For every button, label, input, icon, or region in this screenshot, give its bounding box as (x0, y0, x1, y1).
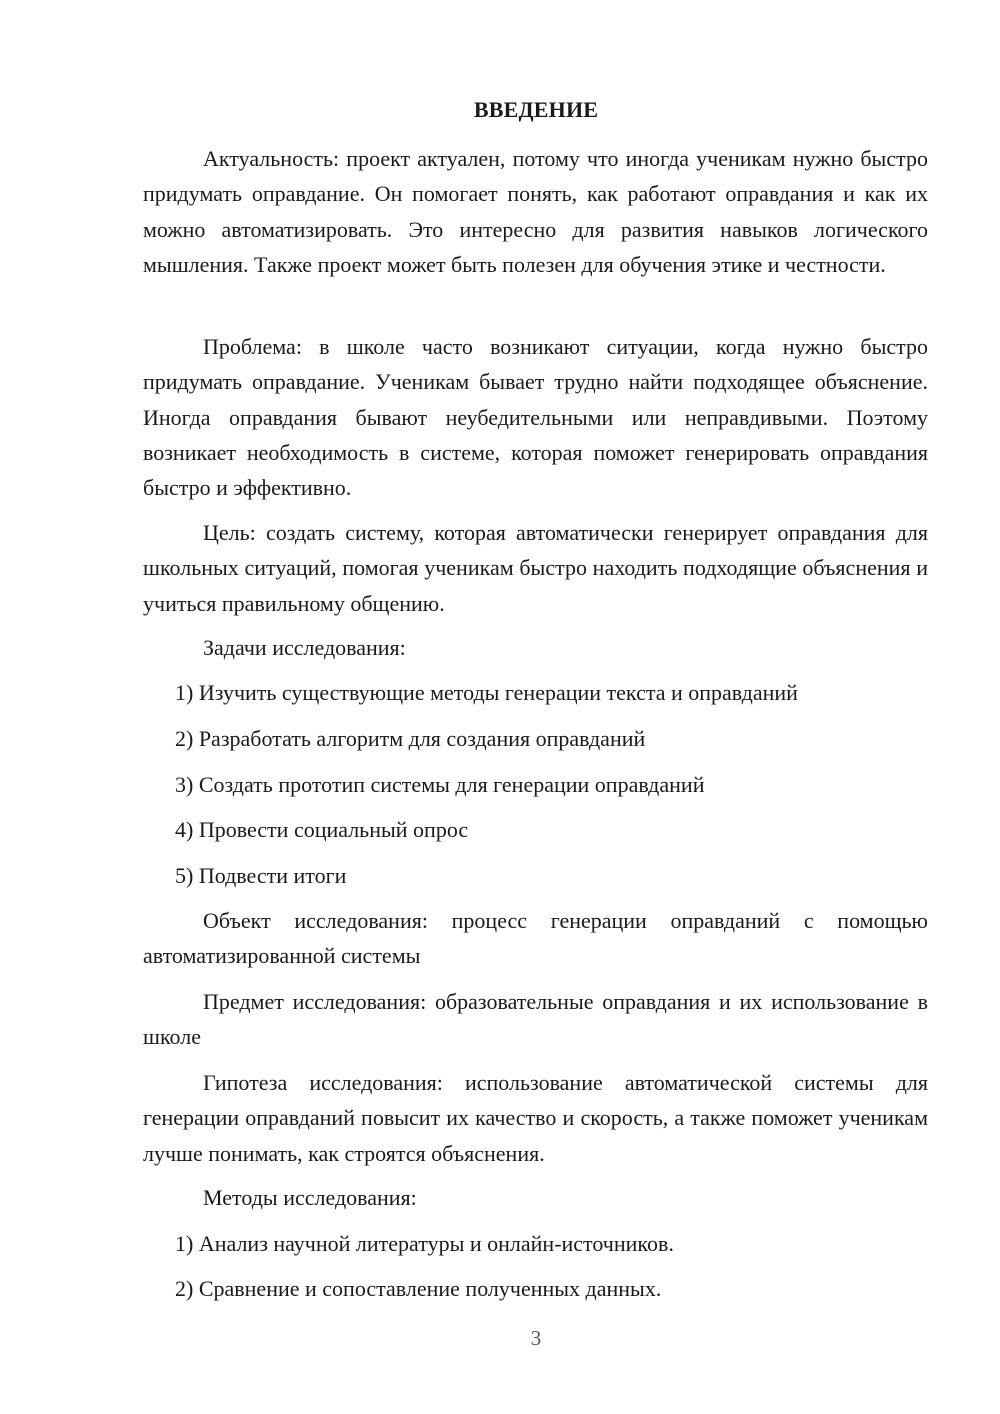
task-item: 1) Изучить существующие методы генерации текста и оправданий (175, 680, 798, 705)
task-item: 5) Подвести итоги (175, 863, 347, 888)
relevance-paragraph: Актуальность: проект актуален, потому что иногда ученикам нужно быстро придумать оправдание. Он помогает понять, как работают оправдания и как их можно автоматизировать. Это интересно для развития навыков логического мышления. Также проект может быть полезен для обучения этике и честности. (143, 146, 928, 277)
object-paragraph: Объект исследования: процесс генерации оправданий с помощью автоматизированной системы (143, 908, 928, 969)
tasks-heading: Задачи исследования: (203, 635, 406, 660)
page-number: 3 (530, 1326, 542, 1350)
task-item: 3) Создать прототип системы для генерации оправданий (175, 772, 705, 797)
methods-heading: Методы исследования: (203, 1185, 417, 1210)
method-item: 2) Сравнение и сопоставление полученных данных. (175, 1276, 662, 1301)
task-item: 4) Провести социальный опрос (175, 817, 469, 842)
problem-paragraph: Проблема: в школе часто возникают ситуации, когда нужно быстро придумать оправдание. Ученикам бывает трудно найти подходящее объяснение. Иногда оправдания бывают неубедительными или неправдивыми. Поэтому возникает необходимость в системе, которая поможет генерировать оправдания быстро и эффективно. (143, 334, 928, 501)
task-item: 2) Разработать алгоритм для создания оправданий (175, 726, 646, 751)
page-title: ВВЕДЕНИЕ (473, 97, 599, 122)
goal-paragraph: Цель: создать систему, которая автоматически генерирует оправдания для школьных ситуаций, помогая ученикам быстро находить подходящие объяснения и учиться правильному общению. (143, 520, 928, 616)
method-item: 1) Анализ научной литературы и онлайн-источников. (175, 1231, 674, 1256)
hypothesis-paragraph: Гипотеза исследования: использование автоматической системы для генерации оправданий повысит их качество и скорость, а также поможет ученикам лучше понимать, как строятся объяснения. (143, 1070, 928, 1166)
subject-paragraph: Предмет исследования: образовательные оправдания и их использование в школе (143, 989, 928, 1050)
